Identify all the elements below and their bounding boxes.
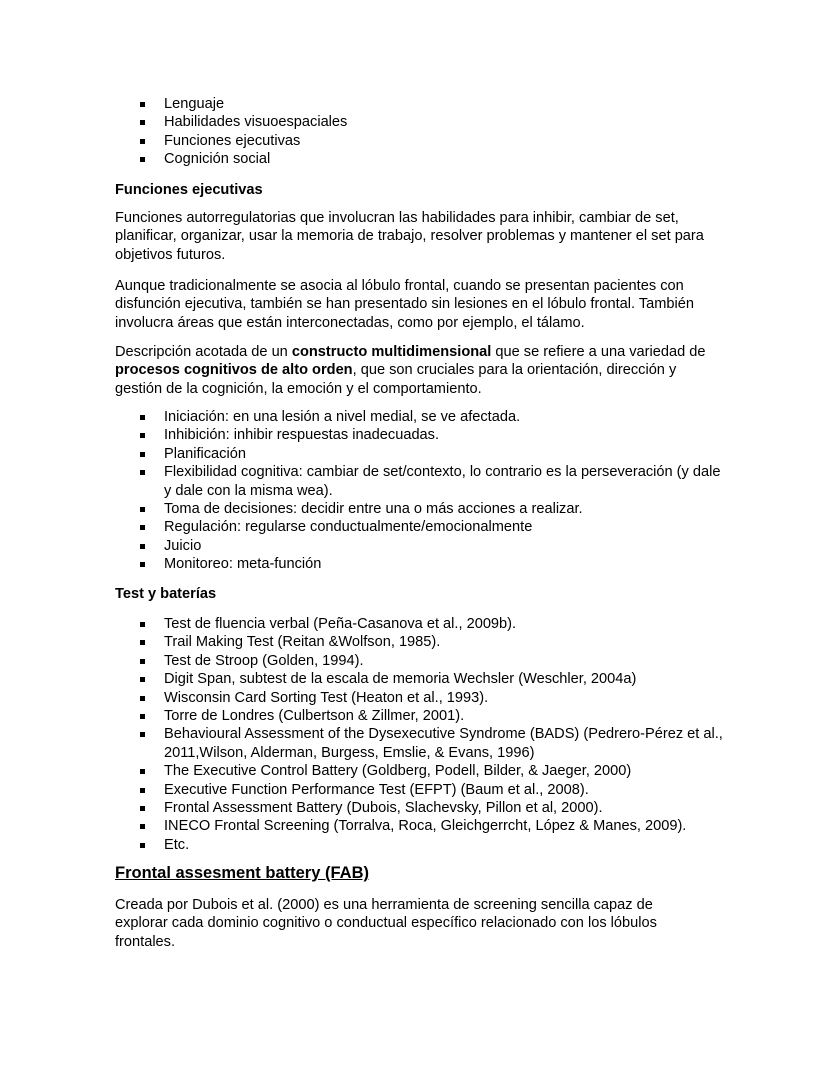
- list-item: Behavioural Assessment of the Dysexecutive Syndrome (BADS) (Pedrero-Pérez et al., 2011,Wilson, Alderman, Burgess, Emslie, & Evans, 1996): [0, 725, 828, 762]
- list-item: INECO Frontal Screening (Torralva, Roca, Gleichgerrcht, López & Manes, 2009).: [0, 817, 828, 835]
- square-bullet-icon: [140, 659, 145, 664]
- tests-list: [0, 615, 828, 854]
- executive-functions-list: [0, 408, 828, 574]
- square-bullet-icon: [140, 102, 145, 107]
- list-item: Executive Function Performance Test (EFPT) (Baum et al., 2008).: [0, 781, 828, 799]
- square-bullet-icon: [140, 470, 145, 475]
- list-item: Trail Making Test (Reitan &Wolfson, 1985).: [0, 633, 828, 651]
- square-bullet-icon: [140, 769, 145, 774]
- square-bullet-icon: [140, 732, 145, 737]
- list-item: Flexibilidad cognitiva: cambiar de set/contexto, lo contrario es la perseveración (y dale y dale con la misma wea).: [0, 463, 828, 500]
- section-heading-executive-functions: Funciones ejecutivas: [115, 182, 263, 198]
- square-bullet-icon: [140, 696, 145, 701]
- list-item: Regulación: regularse conductualmente/emocionalmente: [0, 518, 828, 536]
- square-bullet-icon: [140, 677, 145, 682]
- intro-list: [0, 95, 447, 169]
- square-bullet-icon: [140, 139, 145, 144]
- square-bullet-icon: [140, 788, 145, 793]
- square-bullet-icon: [140, 824, 145, 829]
- list-item: Test de fluencia verbal (Peña-Casanova et al., 2009b).: [0, 615, 828, 633]
- square-bullet-icon: [140, 714, 145, 719]
- square-bullet-icon: [140, 640, 145, 645]
- paragraph-with-emphasis: Descripción acotada de un constructo multidimensional que se refiere a una variedad de procesos cognitivos de alto orden, que son cruciales para la orientación, dirección y gestión de la cognición, la emoción y el comportamiento.: [115, 344, 706, 397]
- section-heading-fab: Frontal assesment battery (FAB): [115, 864, 369, 882]
- list-item: Frontal Assessment Battery (Dubois, Slachevsky, Pillon et al, 2000).: [0, 799, 828, 817]
- list-item: Funciones ejecutivas: [0, 132, 447, 150]
- list-item: Etc.: [0, 836, 828, 854]
- list-item: Toma de decisiones: decidir entre una o más acciones a realizar.: [0, 500, 828, 518]
- emphasis-text: procesos cognitivos de alto orden: [115, 362, 353, 379]
- square-bullet-icon: [140, 562, 145, 567]
- list-item: Test de Stroop (Golden, 1994).: [0, 652, 828, 670]
- square-bullet-icon: [140, 525, 145, 530]
- list-item: Monitoreo: meta-función: [0, 555, 828, 573]
- emphasis-text: constructo multidimensional: [291, 344, 492, 360]
- section-heading-tests: Test y baterías: [115, 586, 217, 602]
- list-item: Digit Span, subtest de la escala de memoria Wechsler (Weschler, 2004a): [0, 670, 828, 688]
- list-item: Inhibición: inhibir respuestas inadecuadas.: [0, 426, 828, 444]
- square-bullet-icon: [140, 120, 145, 125]
- list-item: Torre de Londres (Culbertson & Zillmer, 2001).: [0, 707, 828, 725]
- square-bullet-icon: [140, 452, 145, 457]
- list-item: Habilidades visuoespaciales: [0, 113, 447, 131]
- square-bullet-icon: [140, 507, 145, 512]
- list-item: Iniciación: en una lesión a nivel medial, se ve afectada.: [0, 408, 828, 426]
- square-bullet-icon: [140, 806, 145, 811]
- paragraph: Aunque tradicionalmente se asocia al lóbulo frontal, cuando se presentan pacientes con disfunción ejecutiva, también se han presentado sin lesiones en el lóbulo frontal. También involucra áreas que están interconectadas, como por ejemplo, el tálamo.: [115, 278, 694, 331]
- list-item: Cognición social: [0, 150, 447, 168]
- paragraph: Funciones autorregulatorias que involucran las habilidades para inhibir, cambiar de set, planificar, organizar, usar la memoria de trabajo, resolver problemas y mantener el set para objetivos futuros.: [115, 210, 704, 263]
- square-bullet-icon: [140, 433, 145, 438]
- square-bullet-icon: [140, 157, 145, 162]
- list-item: Planificación: [0, 445, 828, 463]
- square-bullet-icon: [140, 415, 145, 420]
- list-item: Juicio: [0, 537, 828, 555]
- list-item: Wisconsin Card Sorting Test (Heaton et al., 1993).: [0, 689, 828, 707]
- list-item: The Executive Control Battery (Goldberg, Podell, Bilder, & Jaeger, 2000): [0, 762, 828, 780]
- square-bullet-icon: [140, 843, 145, 848]
- square-bullet-icon: [140, 544, 145, 549]
- paragraph: Creada por Dubois et al. (2000) es una herramienta de screening sencilla capaz de explorar cada dominio cognitivo o conductual específico relacionado con los lóbulos frontales.: [115, 897, 657, 950]
- square-bullet-icon: [140, 622, 145, 627]
- list-item: Lenguaje: [0, 95, 447, 113]
